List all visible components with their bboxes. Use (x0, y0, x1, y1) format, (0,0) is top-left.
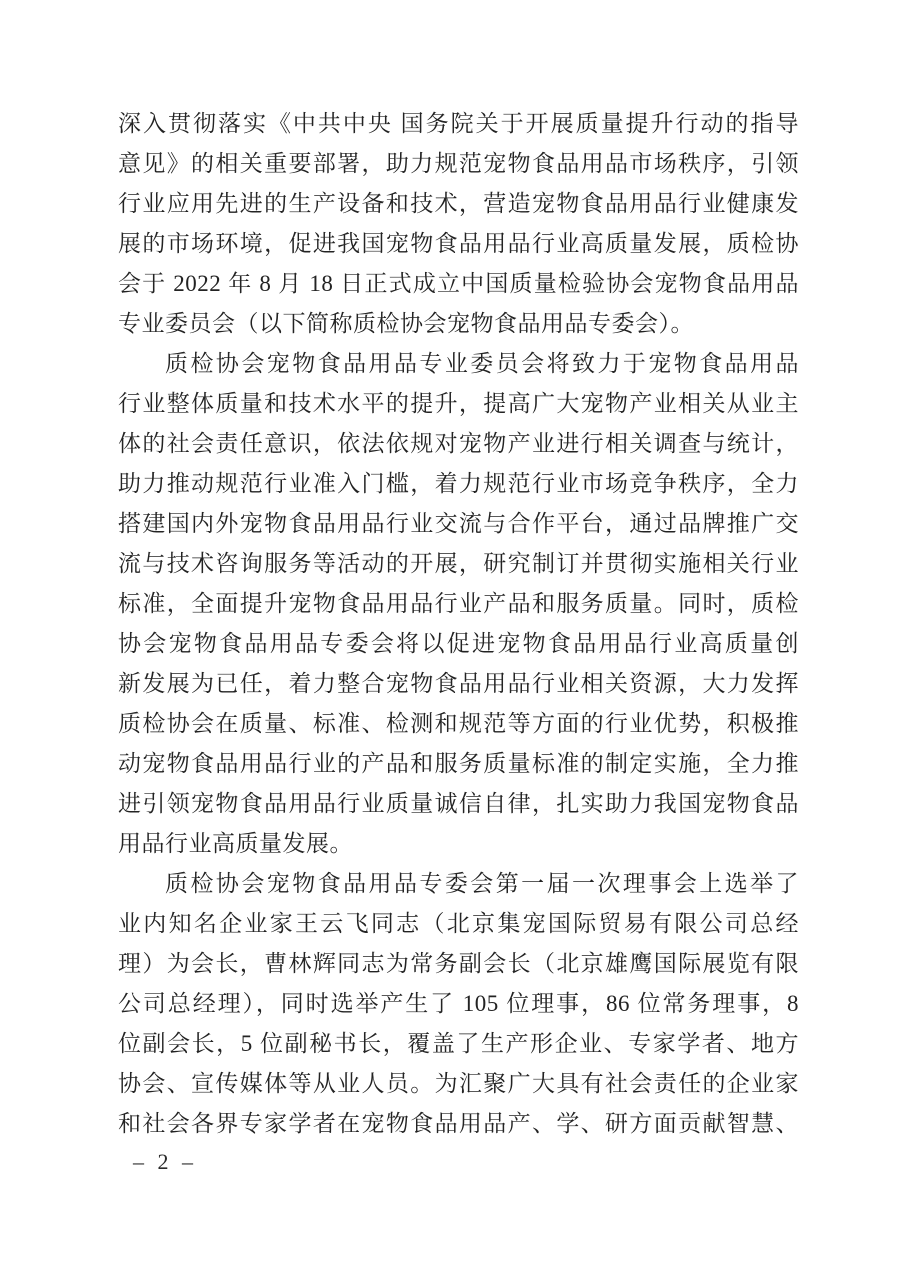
text-line: 助力推动规范行业准入门槛，着力规范行业市场竞争秩序，全力 (118, 471, 799, 496)
text-line: 深入贯彻落实《中共中央 国务院关于开展质量提升行动的指导 (118, 111, 799, 136)
text-line: 会于 2022 年 8 月 18 日正式成立中国质量检验协会宠物食品用品 (118, 271, 799, 296)
text-line: 进引领宠物食品用品行业质量诚信自律，扎实助力我国宠物食品 (118, 791, 799, 816)
text-line: 展的市场环境，促进我国宠物食品用品行业高质量发展，质检协 (118, 231, 799, 256)
document-body (118, 104, 799, 1144)
text-line: 专业委员会（以下简称质检协会宠物食品用品专委会）。 (118, 311, 694, 336)
text-line: 意见》的相关重要部署，助力规范宠物食品用品市场秩序，引领 (118, 151, 799, 176)
text-line: 质检协会在质量、标准、检测和规范等方面的行业优势，积极推 (118, 711, 799, 736)
paragraph (118, 344, 799, 864)
text-line: 新发展为已任，着力整合宠物食品用品行业相关资源，大力发挥 (118, 671, 799, 696)
text-line: 理）为会长，曹林辉同志为常务副会长（北京雄鹰国际展览有限 (118, 951, 799, 976)
text-line: 业内知名企业家王云飞同志（北京集宠国际贸易有限公司总经 (118, 911, 799, 936)
text-line: 质检协会宠物食品用品专业委员会将致力于宠物食品用品 (165, 351, 799, 376)
text-line: 质检协会宠物食品用品专委会第一届一次理事会上选举了 (165, 871, 799, 896)
text-line: 搭建国内外宠物食品用品行业交流与合作平台，通过品牌推广交 (118, 511, 799, 536)
text-line: 用品行业高质量发展。 (118, 831, 353, 856)
text-line: 协会、宣传媒体等从业人员。为汇聚广大具有社会责任的企业家 (118, 1071, 799, 1096)
text-line: 行业整体质量和技术水平的提升，提高广大宠物产业相关从业主 (118, 391, 799, 416)
text-line: 和社会各界专家学者在宠物食品用品产、学、研方面贡献智慧、 (118, 1111, 799, 1136)
text-line: 行业应用先进的生产设备和技术，营造宠物食品用品行业健康发 (118, 191, 799, 216)
text-line: 动宠物食品用品行业的产品和服务质量标准的制定实施，全力推 (118, 751, 799, 776)
paragraph (118, 864, 799, 1144)
text-line: 流与技术咨询服务等活动的开展，研究制订并贯彻实施相关行业 (118, 551, 799, 576)
text-line: 协会宠物食品用品专委会将以促进宠物食品用品行业高质量创 (118, 631, 799, 656)
text-line: 体的社会责任意识，依法依规对宠物产业进行相关调查与统计， (118, 431, 799, 456)
paragraph (118, 104, 799, 344)
page-number: – 2 – (133, 1149, 197, 1174)
text-line: 标准，全面提升宠物食品用品行业产品和服务质量。同时，质检 (118, 591, 799, 616)
text-line: 位副会长，5 位副秘书长，覆盖了生产形企业、专家学者、地方 (118, 1031, 799, 1056)
text-line: 公司总经理），同时选举产生了 105 位理事，86 位常务理事，8 (118, 991, 799, 1016)
